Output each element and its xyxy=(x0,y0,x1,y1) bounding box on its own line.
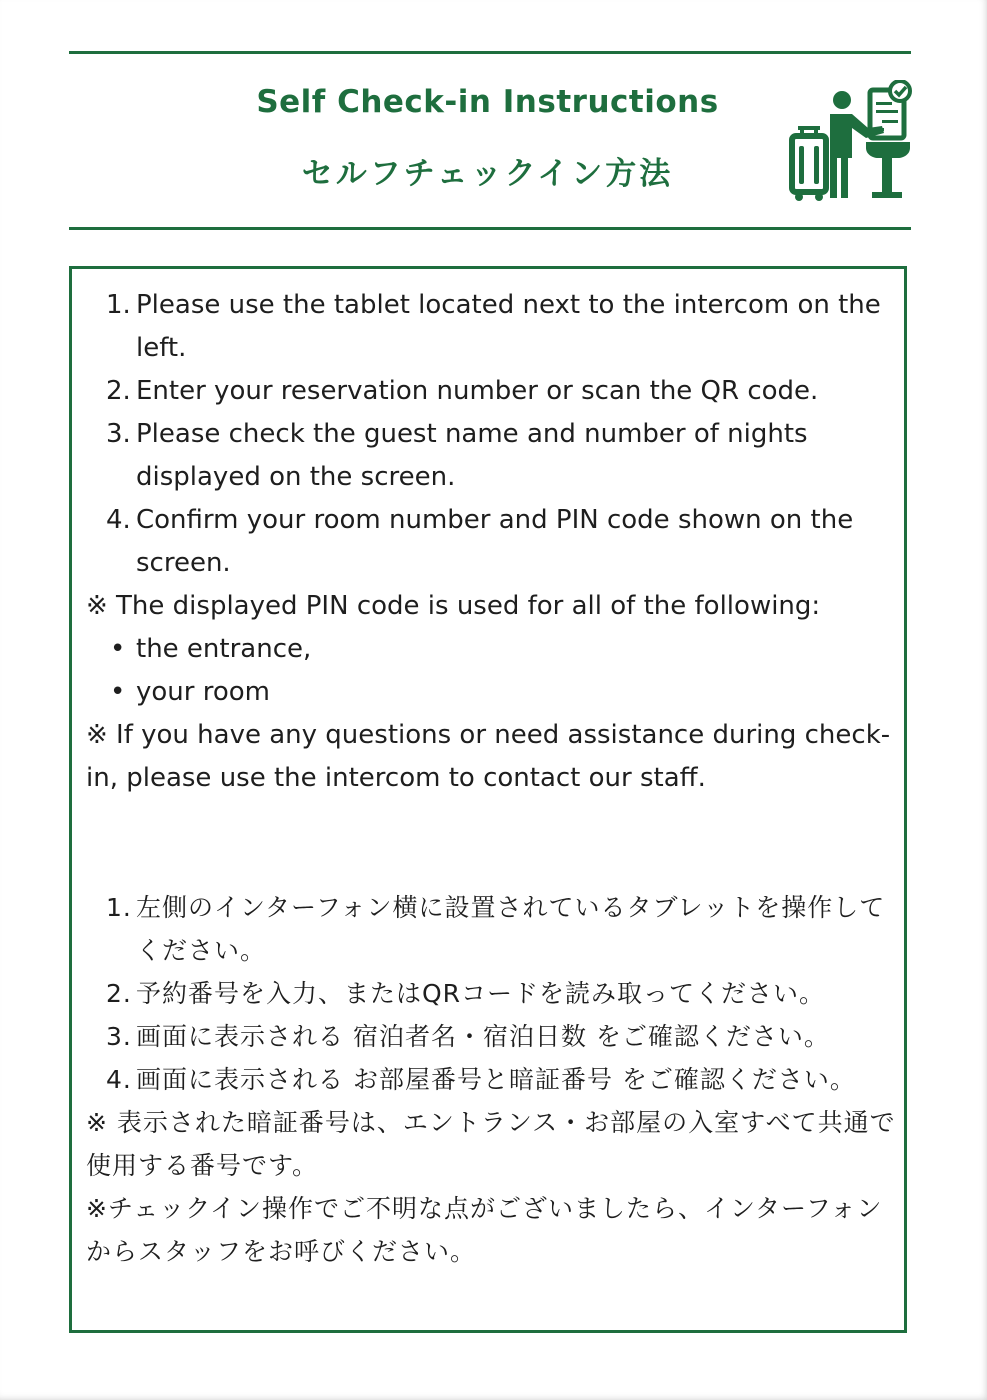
japanese-pin-note: ※ 表示された暗証番号は、エントランス・お部屋の入室すべて共通で使用する番号です。 xyxy=(86,1108,896,1180)
japanese-instructions xyxy=(86,886,896,1273)
section-spacer xyxy=(86,800,896,886)
bullet-dot: • xyxy=(110,677,126,707)
step-number: 4. xyxy=(106,505,131,535)
step-text: 画面に表示される 宿泊者名・宿泊日数 をご確認ください。 xyxy=(136,1022,830,1051)
pin-item-text: the entrance, xyxy=(136,634,312,664)
step-text: Please use the tablet located next to the intercom on the left. xyxy=(136,290,881,363)
title-japanese: セルフチェックイン方法 xyxy=(301,156,674,192)
step-number: 3. xyxy=(106,1022,132,1051)
step-number: 1. xyxy=(106,893,132,922)
english-pin-note: ※ The displayed PIN code is used for all of the following: xyxy=(86,591,821,621)
pin-item-entrance xyxy=(86,628,896,671)
pin-item-room xyxy=(86,671,896,714)
top-divider xyxy=(69,51,911,54)
self-checkin-kiosk-icon xyxy=(786,80,914,204)
step-text: 左側のインターフォン横に設置されているタブレットを操作してください。 xyxy=(136,893,886,965)
english-step-3 xyxy=(86,413,896,499)
step-number: 2. xyxy=(106,979,132,1008)
step-text: Enter your reservation number or scan the QR code. xyxy=(136,376,819,406)
japanese-step-1 xyxy=(86,886,896,972)
japanese-step-3 xyxy=(86,1015,896,1058)
english-step-2 xyxy=(86,370,896,413)
pin-item-text: your room xyxy=(136,677,270,707)
japanese-help-note: ※チェックイン操作でご不明な点がございましたら、インターフォンからスタッフをお呼びください。 xyxy=(86,1194,883,1266)
step-number: 3. xyxy=(106,419,131,449)
step-number: 1. xyxy=(106,290,131,320)
english-step-1 xyxy=(86,284,896,370)
instructions-content xyxy=(86,284,896,1273)
step-text: 予約番号を入力、またはQRコードを読み取ってください。 xyxy=(136,979,826,1008)
japanese-step-2 xyxy=(86,972,896,1015)
step-number: 4. xyxy=(106,1065,132,1094)
title-english: Self Check-in Instructions xyxy=(256,84,719,120)
english-help-note: ※ If you have any questions or need assistance during check-in, please use the intercom to contact our staff. xyxy=(86,720,891,793)
english-step-4 xyxy=(86,499,896,585)
english-instructions xyxy=(86,284,896,800)
japanese-step-4 xyxy=(86,1058,896,1101)
bottom-divider xyxy=(69,227,911,230)
step-text: Please check the guest name and number of nights displayed on the screen. xyxy=(136,419,808,492)
bullet-dot: • xyxy=(110,634,126,664)
step-number: 2. xyxy=(106,376,131,406)
step-text: Confirm your room number and PIN code shown on the screen. xyxy=(136,505,854,578)
step-text: 画面に表示される お部屋番号と暗証番号 をご確認ください。 xyxy=(136,1065,856,1094)
